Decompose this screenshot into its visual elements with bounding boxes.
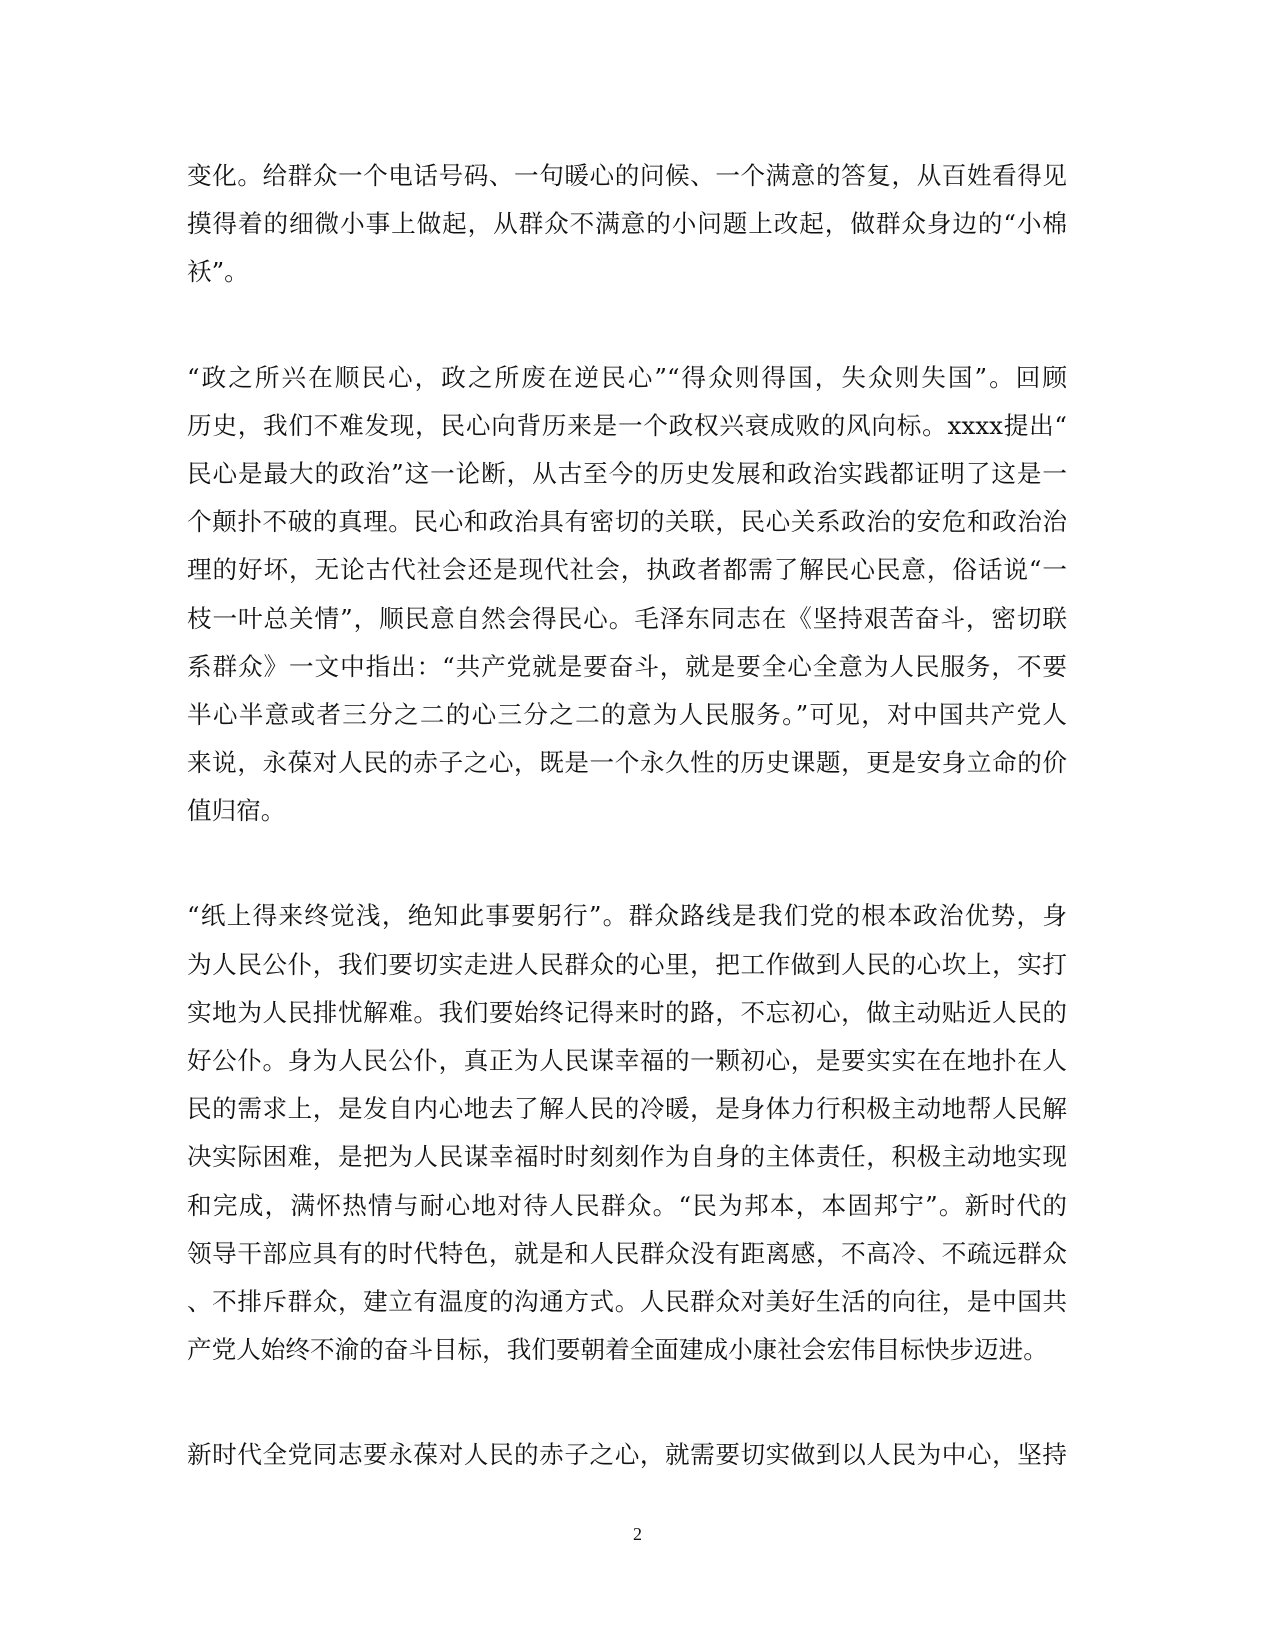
text-line: 为人民公仆，我们要切实走进人民群众的心里，把工作做到人民的心坎上，实打 (187, 949, 1067, 979)
page-number: 2 (633, 1524, 642, 1544)
text-line: 新时代全党同志要永葆对人民的赤子之心，就需要切实做到以人民为中心，坚持 (187, 1440, 1067, 1470)
text-line: 来说，永葆对人民的赤子之心，既是一个永久性的历史课题，更是安身立命的价 (187, 748, 1067, 778)
paragraph-1 (187, 152, 1067, 297)
text-line: 系群众》一文中指出：“共产党就是要奋斗，就是要全心全意为人民服务，不要 (187, 651, 1067, 681)
paragraph-3 (187, 892, 1067, 1374)
text-line: 摸得着的细微小事上做起，从群众不满意的小问题上改起，做群众身边的“小棉 (187, 209, 1067, 239)
paragraph-4 (187, 1431, 1067, 1479)
text-line: 个颠扑不破的真理。民心和政治具有密切的关联，民心关系政治的安危和政治治 (187, 507, 1067, 537)
text-line: 民的需求上，是发自内心地去了解人民的冷暖，是身体力行积极主动地帮人民解 (187, 1094, 1067, 1124)
text-line: 决实际困难，是把为人民谋幸福时时刻刻作为自身的主体责任，积极主动地实现 (187, 1142, 1067, 1172)
document-body (187, 152, 1067, 1537)
text-line: 半心半意或者三分之二的心三分之二的意为人民服务。”可见，对中国共产党人 (187, 699, 1067, 729)
text-line: 产党人始终不渝的奋斗目标，我们要朝着全面建成小康社会宏伟目标快步迈进。 (187, 1335, 1048, 1365)
text-line: 值归宿。 (187, 796, 286, 826)
text-line: 好公仆。身为人民公仆，真正为人民谋幸福的一颗初心，是要实实在在地扑在人 (187, 1046, 1067, 1075)
text-line: 变化。给群众一个电话号码、一句暖心的问候、一个满意的答复，从百姓看得见 (187, 161, 1067, 190)
text-line: 理的好坏，无论古代社会还是现代社会，执政者都需了解民心民意，俗话说“一 (187, 555, 1067, 585)
text-line: 历史，我们不难发现，民心向背历来是一个政权兴衰成败的风向标。xxxx提出“ (187, 410, 1067, 440)
text-line: 袄”。 (187, 257, 249, 287)
text-line: 、不排斥群众，建立有温度的沟通方式。人民群众对美好生活的向往，是中国共 (187, 1286, 1067, 1316)
text-line: 实地为人民排忧解难。我们要始终记得来时的路，不忘初心，做主动贴近人民的 (187, 997, 1067, 1027)
text-line: 枝一叶总关情”，顺民意自然会得民心。毛泽东同志在《坚持艰苦奋斗，密切联 (187, 603, 1067, 633)
text-line: 民心是最大的政治”这一论断，从古至今的历史发展和政治实践都证明了这是一 (187, 458, 1067, 488)
paragraph-2 (187, 354, 1067, 836)
text-line: 领导干部应具有的时代特色，就是和人民群众没有距离感，不高冷、不疏远群众 (187, 1238, 1067, 1268)
text-line: “政之所兴在顺民心，政之所废在逆民心”“得众则得国，失众则失国”。回顾 (187, 362, 1067, 392)
text-line: “纸上得来终觉浅，绝知此事要躬行”。群众路线是我们党的根本政治优势，身 (187, 901, 1067, 931)
text-line: 和完成，满怀热情与耐心地对待人民群众。“民为邦本，本固邦宁”。新时代的 (187, 1190, 1067, 1220)
